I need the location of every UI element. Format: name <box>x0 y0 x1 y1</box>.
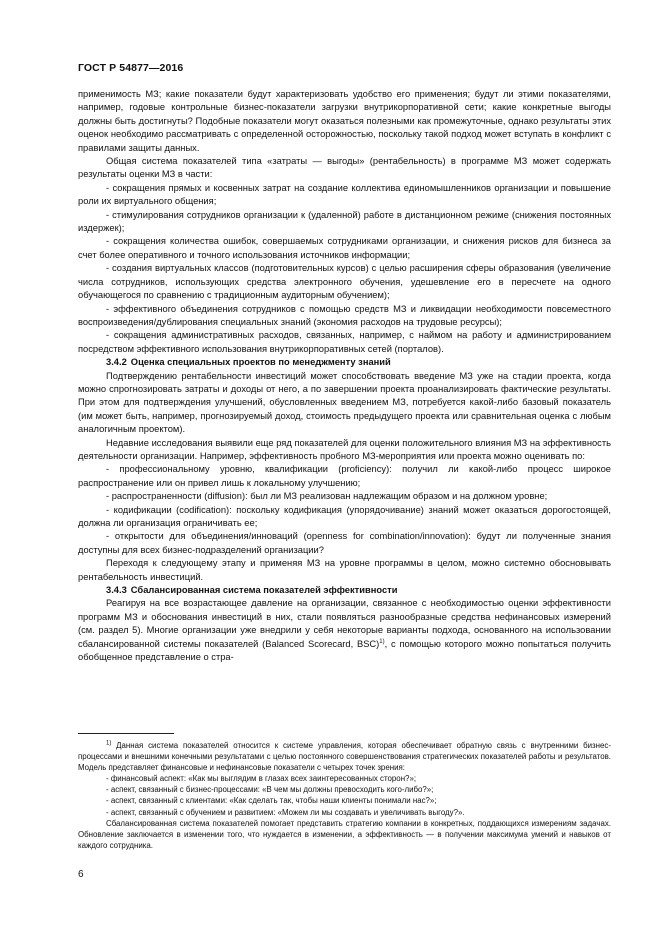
footnote-reference: 1) <box>379 638 385 645</box>
list-item: - распространенности (diffusion): был ли МЗ реализован надлежащим образом и на должном уровне; <box>106 491 548 502</box>
footnote-text: Сбалансированная система показателей помогает представить стратегию компании в конкретных, поддающихся измерениям задачах. Обновление заключается в изменении того, что нуждается в изменении, а эффективность — в получении максимума умений и навыков от каждого сотрудника. <box>78 818 611 850</box>
section-title: Оценка специальных проектов по менеджменту знаний <box>130 357 391 368</box>
main-text <box>78 88 611 664</box>
section-number: 3.4.3 <box>106 585 127 596</box>
footnote-list-item: - аспект, связанный с бизнес-процессами: «В чем мы должны превосходить кого-либо?»; <box>106 785 434 795</box>
section-heading-3-4-3 <box>78 584 611 597</box>
paragraph-research: Недавние исследования выявили еще ряд показателей для оценки положительного влияния МЗ на эффективность деятельности организации. Например, эффективность пробного МЗ-мероприятия или проекта можно оценивать по: <box>78 437 611 461</box>
list-item: - эффективного объединения сотрудников с помощью средств МЗ и ликвидации необходимости повсеместного воспроизведения/дублирования специальных знаний (экономия расходов на трудовые ресурсы); <box>78 303 611 327</box>
section-number: 3.4.2 <box>106 357 127 368</box>
paragraph-cost-benefit: Общая система показателей типа «затраты — выгоды» (рентабельность) в программе МЗ может содержать результаты оценки МЗ в части: <box>78 156 611 180</box>
footnote-list-item: - аспект, связанный с клиентами: «Как сделать так, чтобы наши клиенты понимали нас?»; <box>106 796 437 806</box>
footnote-separator <box>78 733 174 734</box>
list-item: - сокращения количества ошибок, совершаемых сотрудниками организации, и снижения рисков для бизнеса за счет более оперативного и точного использования источников информации; <box>78 236 611 260</box>
list-item: - стимулирования сотрудников организации к (удаленной) работе в дистанционном режиме (снижения постоянных издержек); <box>78 209 611 234</box>
footnote-list-item: - финансовый аспект: «Как мы выглядим в глазах всех заинтересованных сторон?»; <box>106 774 417 784</box>
section-heading-3-4-2 <box>78 356 611 369</box>
paragraph-bsc: Реагируя на все возрастающее давление на организации, связанное с необходимостью оценки эффективности программ МЗ и обоснования инвестиций в них, стали появляться разнообразные средства нефинансовых измерений (см. раздел 5). Многие организации уже внедрили у себя некоторые варианты подхода, основанного на использовании сбалансированной системы показателей (Balanced Scorecard, BSC)$^{1)}$, с помощью которого можно попытаться получить обобщенное представление о стра- <box>78 598 611 663</box>
section-title: Сбалансированная система показателей эффективности <box>130 585 398 596</box>
footnote-text: $^{1)}$ Данная система показателей относится к системе управления, которая обеспечивает обратную связь с внутренними бизнес-процессами и внешними конечными результатами с целью постоянного совершенствования стратегических показателей работы и результатов. Модель представляет финансовые и нефинансовые показатели с четырех точек зрения: <box>78 740 611 773</box>
paragraph-next-stage: Переходя к следующему этапу и применяя МЗ на уровне программы в целом, можно системно обосновывать рентабельность инвестиций. <box>78 558 611 582</box>
list-item: - профессиональному уровню, квалификации (proficiency): получил ли какой-либо процесс широкое распространение или он привел лишь к локальному улучшению; <box>78 464 611 488</box>
list-item: - открытости для объединения/инноваций (openness for combination/innovation): будут ли полученные знания доступны для всех бизнес-подразделений организации? <box>78 531 611 555</box>
footnote-marker: 1) <box>106 740 112 747</box>
footnote <box>78 740 611 851</box>
page-header-title: ГОСТ Р 54877—2016 <box>78 62 184 74</box>
footnote-list-item: - аспект, связанный с обучением и развитием: «Можем ли мы создавать и увеличивать выгоду?». <box>106 807 465 817</box>
paragraph-roi: Подтверждению рентабельности инвестиций может способствовать введение МЗ уже на стадии проекта, когда можно спрогнозировать затраты и доходы от него, а по завершении проекта проанализировать фактические результаты. При этом для подтверждения улучшений, обусловленных введением МЗ, потребуется какой-либо базовый показатель (им может быть, например, прогнозируемый доход, стоимость предыдущего проекта или сравнительная оценка с любым аналогичным проектом). <box>78 370 611 435</box>
list-item: - сокращения прямых и косвенных затрат на создание коллектива единомышленников организации и повышение роли их виртуального общения; <box>78 182 611 207</box>
list-item: - сокращения административных расходов, связанных, например, с наймом на работу и администрированием посредством эффективного использования внутрикорпоративных сетей (порталов). <box>78 330 611 354</box>
list-item: - создания виртуальных классов (подготовительных курсов) с целью расширения сферы образования (увеличение числа сотрудников, использующих средства электронного обучения, удешевление его в пересчете на одного обучающегося по сравнению с традиционным аудиторным обучением); <box>78 263 611 301</box>
list-item: - кодификации (codification): поскольку кодификация (упорядочивание) знаний может оказаться дорогостоящей, должна ли организация ограничивать ее; <box>78 504 611 528</box>
paragraph-continuation: применимость МЗ; какие показатели будут характеризовать удобство его применения; будут ли этими показателями, например, годовые контрольные бизнес-показатели загрузки внутрикорпоративной сети; какие конкретные выгоды должны быть достигнуты? Подобные показатели могут оказаться полезными как промежуточные, однако результаты этих оценок необходимо рассматривать с определенной осторожностью, поскольку такой подход может вступать в конфликт с правилами защиты данных. <box>78 89 611 153</box>
page-number: 6 <box>78 869 84 880</box>
